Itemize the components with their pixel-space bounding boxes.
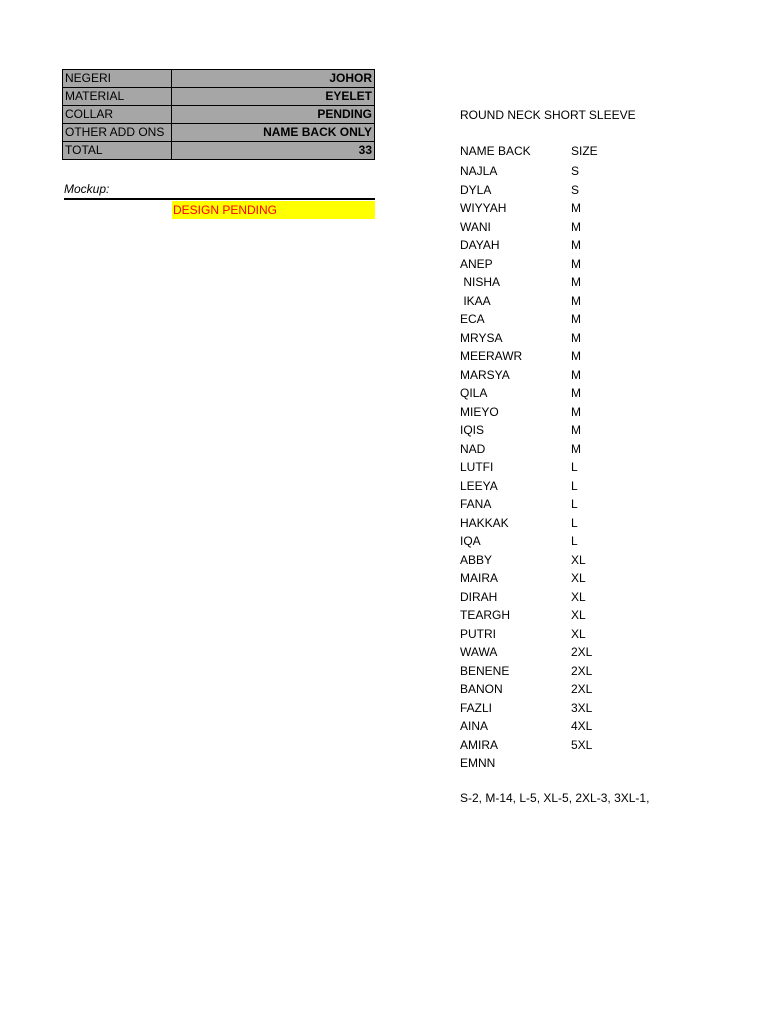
size-cell[interactable]: M (571, 219, 581, 234)
name-cell[interactable]: NISHA (460, 275, 501, 289)
list-item (460, 236, 660, 255)
list-item (460, 588, 660, 607)
name-cell[interactable]: MARSYA (460, 367, 510, 382)
name-cell[interactable]: DIRAH (460, 589, 498, 604)
list-item (460, 717, 660, 736)
info-label-cell[interactable]: NEGERI (63, 70, 172, 88)
info-value-cell[interactable]: EYELET (172, 88, 375, 106)
size-cell[interactable]: 4XL (571, 719, 593, 733)
size-cell[interactable]: XL (571, 571, 586, 585)
size-cell[interactable]: M (571, 386, 581, 400)
size-cell[interactable]: L (571, 515, 578, 530)
name-cell[interactable]: PUTRI (460, 626, 496, 641)
size-cell[interactable]: M (571, 293, 581, 308)
name-cell[interactable]: ABBY (460, 552, 493, 567)
name-cell[interactable]: MEERAWR (460, 349, 523, 363)
name-cell[interactable]: ECA (460, 312, 485, 326)
size-cell[interactable]: M (571, 256, 581, 271)
sheet-title: ROUND NECK SHORT SLEEVE (460, 108, 636, 122)
name-cell[interactable]: QILA (460, 386, 488, 400)
list-item (460, 384, 660, 403)
info-row (63, 106, 375, 124)
name-cell[interactable]: NAJLA (460, 164, 498, 178)
column-header-size: SIZE (571, 144, 598, 158)
list-item (460, 218, 660, 237)
list-item (460, 292, 660, 311)
list-item (460, 421, 660, 440)
info-value-cell[interactable]: JOHOR (172, 70, 375, 88)
size-cell[interactable]: M (571, 330, 581, 345)
info-label-cell[interactable]: COLLAR (63, 106, 172, 124)
info-label-cell[interactable]: MATERIAL (63, 88, 172, 106)
order-info-table (62, 69, 375, 160)
size-cell[interactable]: M (571, 201, 581, 215)
mockup-label: Mockup: (64, 182, 110, 196)
size-cell[interactable]: 5XL (571, 737, 593, 752)
list-item (460, 662, 660, 681)
info-label-cell[interactable]: OTHER ADD ONS (63, 124, 172, 142)
size-cell[interactable]: XL (571, 608, 586, 622)
name-cell[interactable]: WANI (460, 219, 491, 234)
column-header-name: NAME BACK (460, 144, 531, 158)
size-cell[interactable]: XL (571, 552, 586, 567)
name-cell[interactable]: TEARGH (460, 608, 511, 622)
list-item (460, 699, 660, 718)
list-item (460, 625, 660, 644)
size-cell[interactable]: XL (571, 626, 586, 641)
size-cell[interactable]: 2XL (571, 645, 593, 659)
list-item (460, 347, 660, 366)
name-cell[interactable]: IKAA (460, 293, 491, 308)
size-cell[interactable]: M (571, 238, 581, 252)
size-cell[interactable]: M (571, 275, 581, 289)
name-cell[interactable]: MIEYO (460, 404, 499, 419)
size-cell[interactable]: L (571, 534, 578, 548)
design-status-cell[interactable]: DESIGN PENDING (172, 201, 375, 219)
size-cell[interactable]: L (571, 478, 578, 493)
size-cell[interactable]: 2XL (571, 682, 593, 696)
name-cell[interactable]: NAD (460, 441, 486, 456)
list-item (460, 514, 660, 533)
list-item (460, 643, 660, 662)
size-cell[interactable]: S (571, 164, 580, 178)
name-cell[interactable]: WIYYAH (460, 201, 507, 215)
list-item (460, 162, 660, 181)
info-value-cell[interactable]: 33 (172, 142, 375, 160)
size-cell[interactable]: XL (571, 589, 586, 604)
info-row (63, 88, 375, 106)
size-cell[interactable]: 3XL (571, 700, 593, 715)
mockup-divider (64, 198, 375, 200)
name-cell[interactable]: IQA (460, 534, 481, 548)
info-row (63, 70, 375, 88)
name-cell[interactable]: BANON (460, 682, 503, 696)
size-cell[interactable]: S (571, 182, 580, 197)
list-item (460, 606, 660, 625)
list-item (460, 199, 660, 218)
name-cell[interactable]: BENENE (460, 663, 510, 678)
name-cell[interactable]: FAZLI (460, 700, 493, 715)
size-cell[interactable]: M (571, 312, 581, 326)
info-row (63, 124, 375, 142)
list-item (460, 181, 660, 200)
name-cell[interactable]: IQIS (460, 423, 485, 437)
name-cell[interactable]: LEEYA (460, 478, 498, 493)
list-item (460, 255, 660, 274)
list-item (460, 569, 660, 588)
list-item (460, 532, 660, 551)
name-cell[interactable]: MRYSA (460, 330, 503, 345)
list-item (460, 329, 660, 348)
name-cell[interactable]: WAWA (460, 645, 498, 659)
name-cell[interactable]: ANEP (460, 256, 493, 271)
list-item (460, 736, 660, 755)
size-cell[interactable]: M (571, 441, 581, 456)
name-cell[interactable]: LUTFI (460, 460, 494, 474)
info-label-cell[interactable]: TOTAL (63, 142, 172, 160)
info-value-cell[interactable]: PENDING (172, 106, 375, 124)
list-item (460, 440, 660, 459)
size-cell[interactable]: M (571, 404, 581, 419)
list-item (460, 458, 660, 477)
name-cell[interactable]: HAKKAK (460, 515, 509, 530)
name-cell[interactable]: FANA (460, 497, 492, 511)
list-item (460, 680, 660, 699)
list-item (460, 754, 660, 773)
size-cell[interactable]: M (571, 367, 581, 382)
name-cell[interactable]: EMNN (460, 756, 496, 770)
list-item (460, 403, 660, 422)
list-item (460, 477, 660, 496)
list-item (460, 310, 660, 329)
list-item (460, 366, 660, 385)
name-size-list (460, 162, 660, 773)
name-cell[interactable]: DYLA (460, 182, 492, 197)
size-cell[interactable]: L (571, 460, 578, 474)
name-cell[interactable]: DAYAH (460, 238, 500, 252)
list-item (460, 551, 660, 570)
size-cell[interactable]: M (571, 349, 581, 363)
info-value-cell[interactable]: NAME BACK ONLY (172, 124, 375, 142)
name-cell[interactable]: AMIRA (460, 737, 499, 752)
name-cell[interactable]: MAIRA (460, 571, 499, 585)
info-row (63, 142, 375, 160)
size-cell[interactable]: M (571, 423, 581, 437)
name-cell[interactable]: AINA (460, 719, 489, 733)
size-cell[interactable]: L (571, 497, 578, 511)
list-item (460, 495, 660, 514)
list-item (460, 273, 660, 292)
size-summary: S-2, M-14, L-5, XL-5, 2XL-3, 3XL-1, (460, 791, 650, 805)
size-cell[interactable]: 2XL (571, 663, 593, 678)
